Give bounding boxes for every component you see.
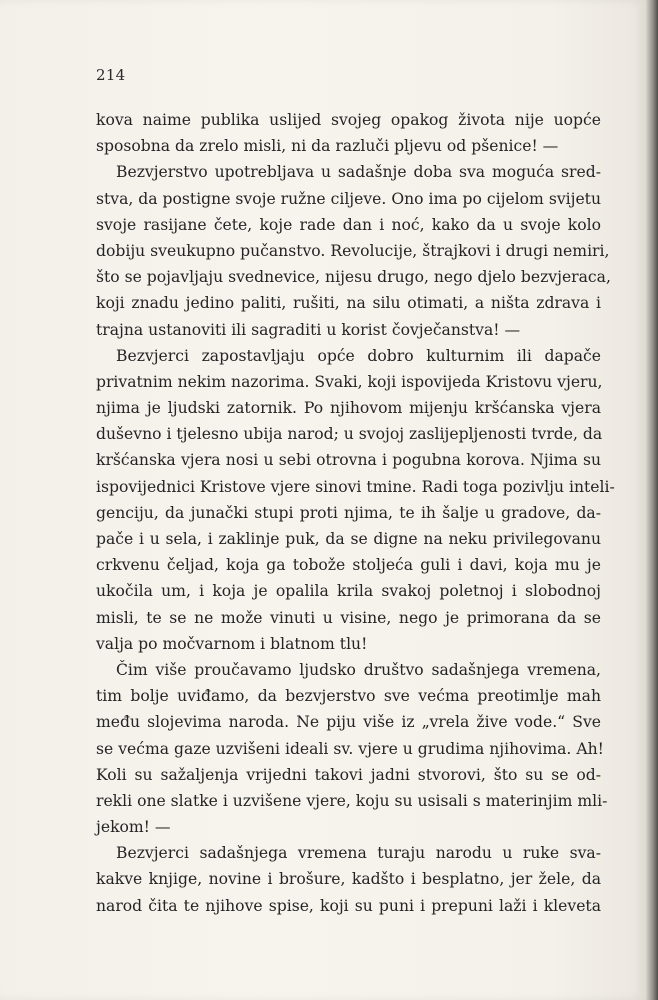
text-line: narod čita te njihove spise, koji su puni i prepuni laži i kleveta xyxy=(96,896,601,915)
text-line: genciju, da junački stupi proti njima, te ih šalje u gradove, da- xyxy=(96,503,601,522)
text-line: što se pojavljaju svednevice, nijesu drugo, nego djelo bezvjeraca, xyxy=(96,268,611,287)
text-line: Bezvjerci zapostavljaju opće dobro kulturnim ili dapače xyxy=(116,346,601,365)
text-line: rekli one slatke i uzvišene vjere, koju su usisali s materinjim mli- xyxy=(96,791,608,810)
text-line: Bezvjerci sadašnjega vremena turaju narodu u ruke sva- xyxy=(116,844,601,863)
text-line: kova naime publika uslijed svojeg opakog života nije uopće xyxy=(96,111,601,129)
body-text xyxy=(96,107,615,919)
text-line: kakve knjige, novine i brošure, kadšto i besplatno, jer žele, da xyxy=(96,870,601,889)
text-line: crkvenu čeljad, koja ga tobože stoljeća guli i davi, koja mu je xyxy=(96,556,601,575)
text-line: duševno i tjelesno ubija narod; u svojoj zaslijepljenosti tvrde, da xyxy=(96,425,603,444)
text-line: svoje rasijane čete, koje rade dan i noć, kako da u svoje kolo xyxy=(96,215,601,234)
page-edge xyxy=(646,0,658,1000)
text-line: Bezvjerstvo upotrebljava u sadašnje doba sva moguća sred- xyxy=(116,163,601,182)
text-line: Čim više proučavamo ljudsko društvo sadašnjega vremena, xyxy=(116,660,601,679)
text-line: ukočila um, i koja je opalila krila svakoj poletnoj i slobodnoj xyxy=(96,582,601,601)
text-line: među slojevima naroda. Ne piju više iz „vrela žive vode.“ Sve xyxy=(96,713,601,732)
text-line: stva, da postigne svoje ružne ciljeve. Ono ima po cijelom svijetu xyxy=(96,189,601,208)
text-line: ispovijednici Kristove vjere sinovi tmine. Radi toga pozivlju inteli- xyxy=(96,477,615,496)
text-line: misli, te se ne može vinuti u visine, nego je primorana da se xyxy=(96,608,601,627)
text-line: tim bolje uviđamo, da bezvjerstvo sve većma preotimlje mah xyxy=(96,687,601,706)
text-line: privatnim nekim nazorima. Svaki, koji ispovijeda Kristovu vjeru, xyxy=(96,372,603,391)
text-line: sposobna da zrelo misli, ni da razluči pljevu od pšenice! — xyxy=(96,137,559,156)
text-line: koji znadu jedino paliti, rušiti, na silu otimati, a ništa zdrava i xyxy=(96,294,601,313)
text-line: trajna ustanoviti ili sagraditi u korist čovječanstva! — xyxy=(96,320,521,339)
text-line: se većma gaze uzvišeni ideali sv. vjere u grudima njihovima. Ah! xyxy=(96,739,604,758)
text-line: pače i u sela, i zaklinje puk, da se digne na neku privilegovanu xyxy=(96,530,601,548)
page-number: 214 xyxy=(96,66,126,84)
text-line: kršćanska vjera nosi u sebi otrovna i pogubna korova. Njima su xyxy=(96,451,601,470)
text-line: njima je ljudski zatornik. Po njihovom mijenju kršćanska vjera xyxy=(96,399,601,418)
text-line: jekom! — xyxy=(96,818,171,837)
text-line: dobiju sveukupno pučanstvo. Revolucije, štrajkovi i drugi nemiri, xyxy=(96,241,610,260)
text-line: Koli su sažaljenja vrijedni takovi jadni stvorovi, što su se od- xyxy=(96,765,601,784)
text-line: valja po močvarnom i blatnom tlu! xyxy=(96,634,368,653)
